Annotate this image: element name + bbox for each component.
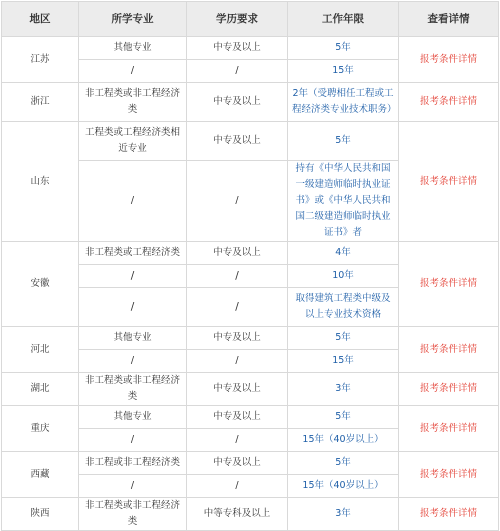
detail-cell xyxy=(399,83,499,122)
region-name: 陕西 xyxy=(2,498,79,531)
region-name: 安徽 xyxy=(2,242,79,327)
detail-cell xyxy=(399,242,499,327)
years-cell: 15年（40岁以上） xyxy=(288,429,399,452)
detail-cell xyxy=(399,406,499,452)
years-cell: 15年（40岁以上） xyxy=(288,475,399,498)
detail-cell xyxy=(399,37,499,83)
major-cell: 工程类或工程经济类相近专业 xyxy=(79,122,187,161)
region-name: 湖北 xyxy=(2,373,79,406)
major-cell: / xyxy=(79,60,187,83)
major-cell: 其他专业 xyxy=(79,37,187,60)
major-cell: / xyxy=(79,265,187,288)
education-cell: / xyxy=(187,475,288,498)
table-row xyxy=(2,83,499,122)
years-cell: 3年 xyxy=(288,373,399,406)
education-cell: 中专及以上 xyxy=(187,242,288,265)
major-cell: 非工程类或工程经济类 xyxy=(79,242,187,265)
table-header-row xyxy=(2,2,499,37)
requirements-table xyxy=(1,1,499,531)
detail-link[interactable]: 报考条件详情 xyxy=(419,96,477,107)
years-cell: 5年 xyxy=(288,406,399,429)
education-cell: 中专及以上 xyxy=(187,406,288,429)
detail-cell xyxy=(399,452,499,498)
education-cell: / xyxy=(187,350,288,373)
years-cell: 15年 xyxy=(288,60,399,83)
table-row xyxy=(2,327,499,350)
education-cell: 中专及以上 xyxy=(187,373,288,406)
years-cell: 4年 xyxy=(288,242,399,265)
detail-link[interactable]: 报考条件详情 xyxy=(419,343,477,355)
major-cell: / xyxy=(79,350,187,373)
education-cell: 中专及以上 xyxy=(187,122,288,161)
header-region: 地区 xyxy=(2,2,79,37)
region-name: 重庆 xyxy=(2,406,79,452)
education-cell: 中专及以上 xyxy=(187,83,288,122)
years-cell: 5年 xyxy=(288,122,399,161)
region-name: 河北 xyxy=(2,327,79,373)
detail-cell xyxy=(399,327,499,373)
years-cell: 2年（受聘相任工程或工程经济类专业技术职务） xyxy=(288,83,399,122)
header-major: 所学专业 xyxy=(79,2,187,37)
major-cell: / xyxy=(79,429,187,452)
region-name: 山东 xyxy=(2,122,79,242)
table-row xyxy=(2,452,499,475)
detail-cell xyxy=(399,498,499,531)
detail-link[interactable]: 报考条件详情 xyxy=(419,508,477,519)
education-cell: 中等专科及以上 xyxy=(187,498,288,531)
major-cell: / xyxy=(79,161,187,242)
major-cell: 非工程或非工程经济类 xyxy=(79,452,187,475)
major-cell: / xyxy=(79,288,187,327)
table-row xyxy=(2,37,499,60)
years-cell: 5年 xyxy=(288,327,399,350)
education-cell: / xyxy=(187,288,288,327)
detail-link[interactable]: 报考条件详情 xyxy=(419,278,477,289)
education-cell: / xyxy=(187,161,288,242)
detail-link[interactable]: 报考条件详情 xyxy=(419,383,477,394)
years-cell: 取得建筑工程类中级及以上专业技术资格 xyxy=(288,288,399,327)
years-cell: 持有《中华人民共和国一级建造师临时执业证书》或《中华人民共和国二级建造师临时执业证书》者 xyxy=(288,161,399,242)
years-cell: 10年 xyxy=(288,265,399,288)
detail-link[interactable]: 报考条件详情 xyxy=(419,175,477,187)
table-row xyxy=(2,406,499,429)
years-cell: 5年 xyxy=(288,37,399,60)
major-cell: 其他专业 xyxy=(79,327,187,350)
years-cell: 15年 xyxy=(288,350,399,373)
detail-link[interactable]: 报考条件详情 xyxy=(419,422,477,434)
header-years: 工作年限 xyxy=(288,2,399,37)
education-cell: 中专及以上 xyxy=(187,327,288,350)
major-cell: 非工程类或非工程经济类 xyxy=(79,83,187,122)
education-cell: / xyxy=(187,429,288,452)
detail-link[interactable]: 报考条件详情 xyxy=(419,53,477,65)
major-cell: / xyxy=(79,475,187,498)
table-row xyxy=(2,122,499,161)
major-cell: 其他专业 xyxy=(79,406,187,429)
education-cell: / xyxy=(187,265,288,288)
detail-cell xyxy=(399,373,499,406)
major-cell: 非工程类或非工程经济类 xyxy=(79,498,187,531)
detail-cell xyxy=(399,122,499,242)
table-row xyxy=(2,373,499,406)
table-row xyxy=(2,242,499,265)
education-cell: / xyxy=(187,60,288,83)
years-cell: 5年 xyxy=(288,452,399,475)
header-education: 学历要求 xyxy=(187,2,288,37)
header-detail: 查看详情 xyxy=(399,2,499,37)
detail-link[interactable]: 报考条件详情 xyxy=(419,468,477,480)
region-name: 浙江 xyxy=(2,83,79,122)
region-name: 西藏 xyxy=(2,452,79,498)
major-cell: 非工程类或非工程经济类 xyxy=(79,373,187,406)
region-name: 江苏 xyxy=(2,37,79,83)
years-cell: 3年 xyxy=(288,498,399,531)
education-cell: 中专及以上 xyxy=(187,452,288,475)
education-cell: 中专及以上 xyxy=(187,37,288,60)
table-row xyxy=(2,498,499,531)
